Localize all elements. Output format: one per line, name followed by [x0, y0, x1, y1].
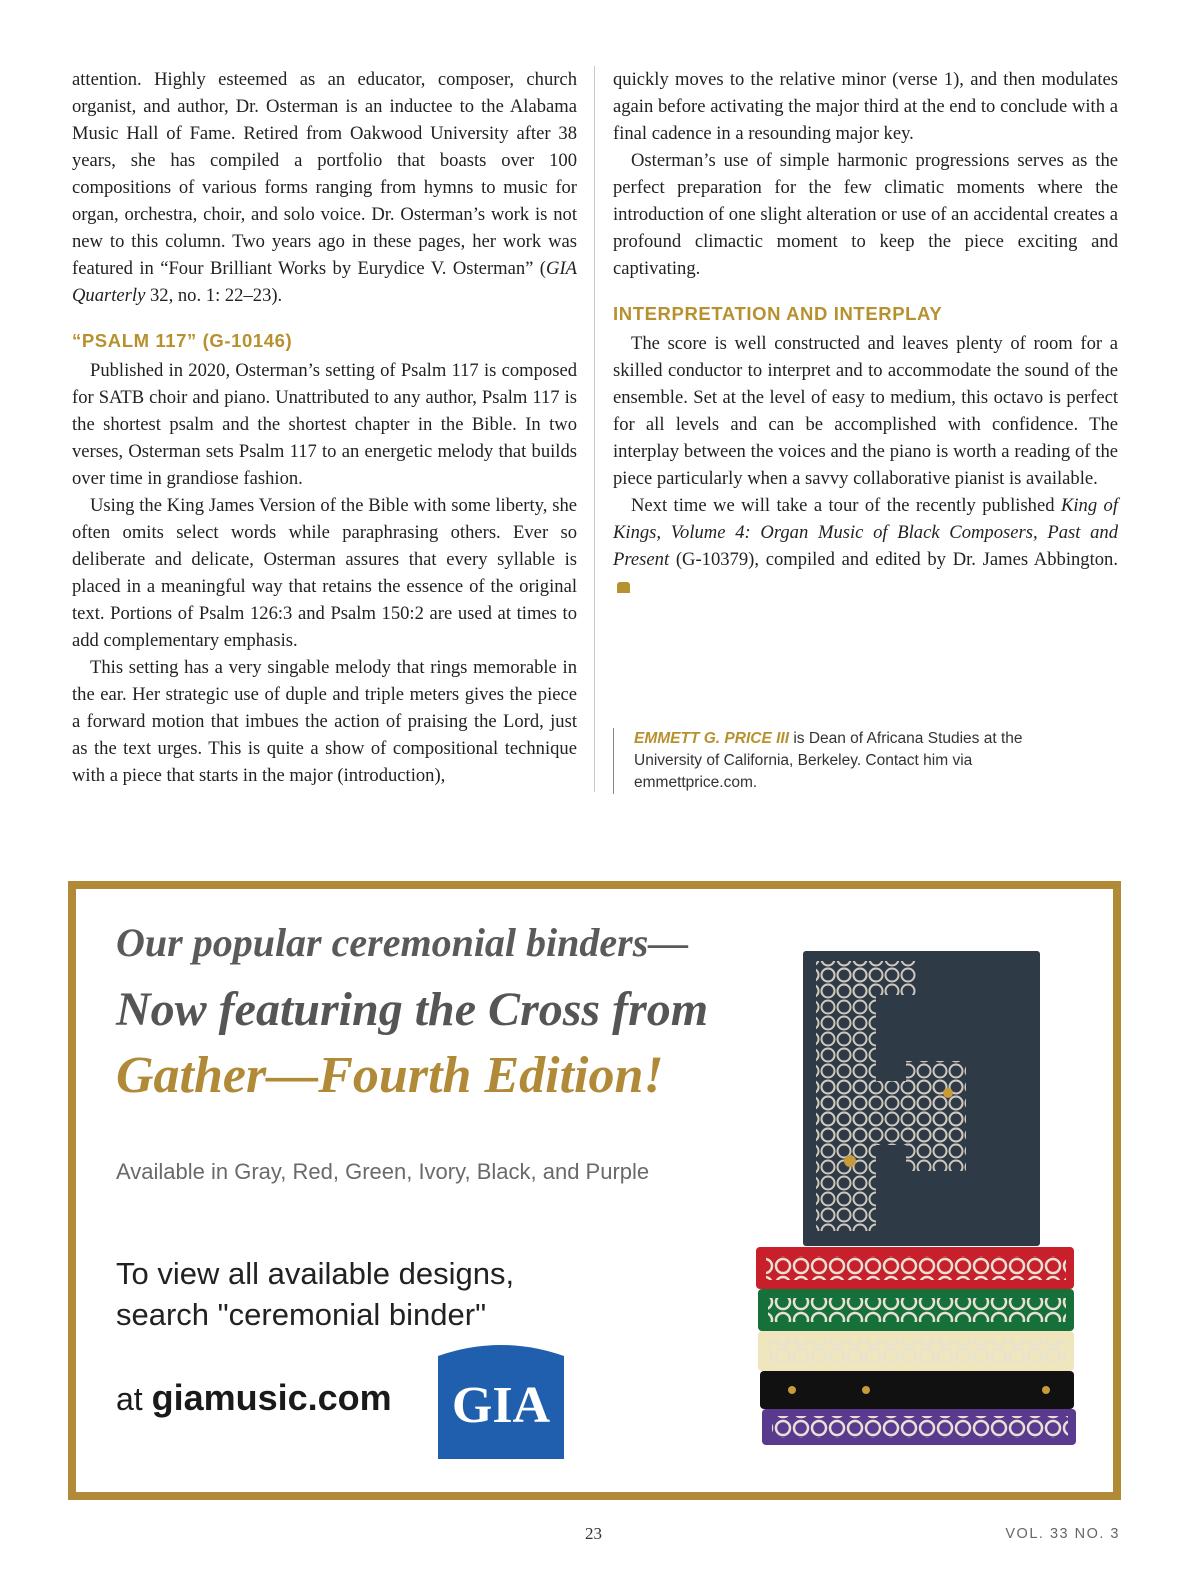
column-divider [594, 66, 595, 792]
paragraph: attention. Highly esteemed as an educator, composer, church organist, and author, Dr. Osterman is an inductee to the Alabama Music Hall of Fame. Retired from Oakwood University after 38 years, she has compiled a portfolio that boasts over 100 compositions of various forms ranging from hymns to music for organ, orchestra, choir, and solo voice. Dr. Osterman’s work is not new to this column. Two years ago in these pages, her work was featured in “Four Brilliant Works by Eurydice V. Osterman” (GIA Quarterly 32, no. 1: 22–23). [72, 69, 577, 306]
journal-title: GIA Quarterly [72, 258, 577, 306]
author-bio-text: is Dean of Africana Studies at the University of California, Berkeley. Contact him via emmettprice.com. [634, 730, 1023, 791]
paragraph: quickly moves to the relative minor (verse 1), and then modulates again before activating the major third at the end to conclude with a final cadence in a resounding major key. [613, 69, 1118, 144]
ad-website: at giamusic.com [116, 1377, 392, 1418]
ad-available-colors: Available in Gray, Red, Green, Ivory, Black, and Purple [116, 1159, 650, 1184]
binder-stack-image [756, 951, 1086, 1451]
volume-label: VOL. 33 NO. 3 [1005, 1526, 1120, 1542]
section-heading-interpretation: INTERPRETATION AND INTERPLAY [613, 303, 943, 324]
right-column [613, 66, 1118, 600]
black-binder [760, 1371, 1074, 1409]
author-bio [613, 728, 1083, 794]
website-link[interactable]: giamusic.com [151, 1377, 392, 1418]
ad-search-instructions: To view all available designs, search "ceremonial binder" [116, 1256, 515, 1332]
paragraph: Using the King James Version of the Bible with some liberty, she often omits select words while paraphrasing others. Ever so deliberate and delicate, Osterman assures that every syllable is placed in a meaningful way that retains the essence of the original text. Portions of Psalm 126:3 and Psalm 150:2 are used at times to add complementary emphasis. [72, 495, 577, 651]
gia-logo-text: GIA [451, 1377, 551, 1434]
ad-headline-3: Gather—Fourth Edition! [116, 1047, 664, 1104]
ad-headline-2: Now featuring the Cross from [116, 983, 709, 1036]
book-title: King of Kings, Volume 4: Organ Music of Black Composers, Past and Present [613, 495, 1118, 570]
paragraph: This setting has a very singable melody that rings memorable in the ear. Her strategic use of duple and triple meters gives the piece a forward motion that imbues the action of praising the Lord, just as the text urges. This is quite a show of compositional technique with a piece that starts in the major (introduction), [72, 657, 577, 786]
author-name: EMMETT G. PRICE III [634, 730, 790, 747]
binder-advertisement [68, 881, 1121, 1500]
paragraph: Next time we will take a tour of the recently published King of Kings, Volume 4: Organ Music of Black Composers, Past and Present (G-10379), compiled and edited by Dr. James Abbington. [613, 492, 1118, 600]
ad-headline-1: Our popular ceremonial binders— [116, 920, 689, 965]
section-heading-psalm-117: “PSALM 117” (G-10146) [72, 330, 293, 351]
paragraph: Osterman’s use of simple harmonic progressions serves as the perfect preparation for the few climatic moments where the introduction of one slight alteration or use of an accidental creates a profound climactic moment to keep the piece exciting and captivating. [613, 150, 1118, 279]
page-number: 23 [585, 1524, 602, 1543]
gia-logo-icon [438, 1344, 564, 1459]
paragraph: Published in 2020, Osterman’s setting of Psalm 117 is composed for SATB choir and piano. Unattributed to any author, Psalm 117 is the shortest psalm and the shortest chapter in the Bible. In two verses, Osterman sets Psalm 117 to an energetic melody that builds over time in grandiose fashion. [72, 360, 577, 489]
paragraph: The score is well constructed and leaves plenty of room for a skilled conductor to interpret and to accommodate the sound of the ensemble. Set at the level of easy to medium, this octavo is perfect for all levels and can be accomplished with confidence. The interplay between the voices and the piano is worth a reading of the piece particularly when a savvy collaborative pianist is available. [613, 333, 1118, 489]
left-column [72, 66, 577, 789]
end-of-article-icon [617, 582, 630, 593]
